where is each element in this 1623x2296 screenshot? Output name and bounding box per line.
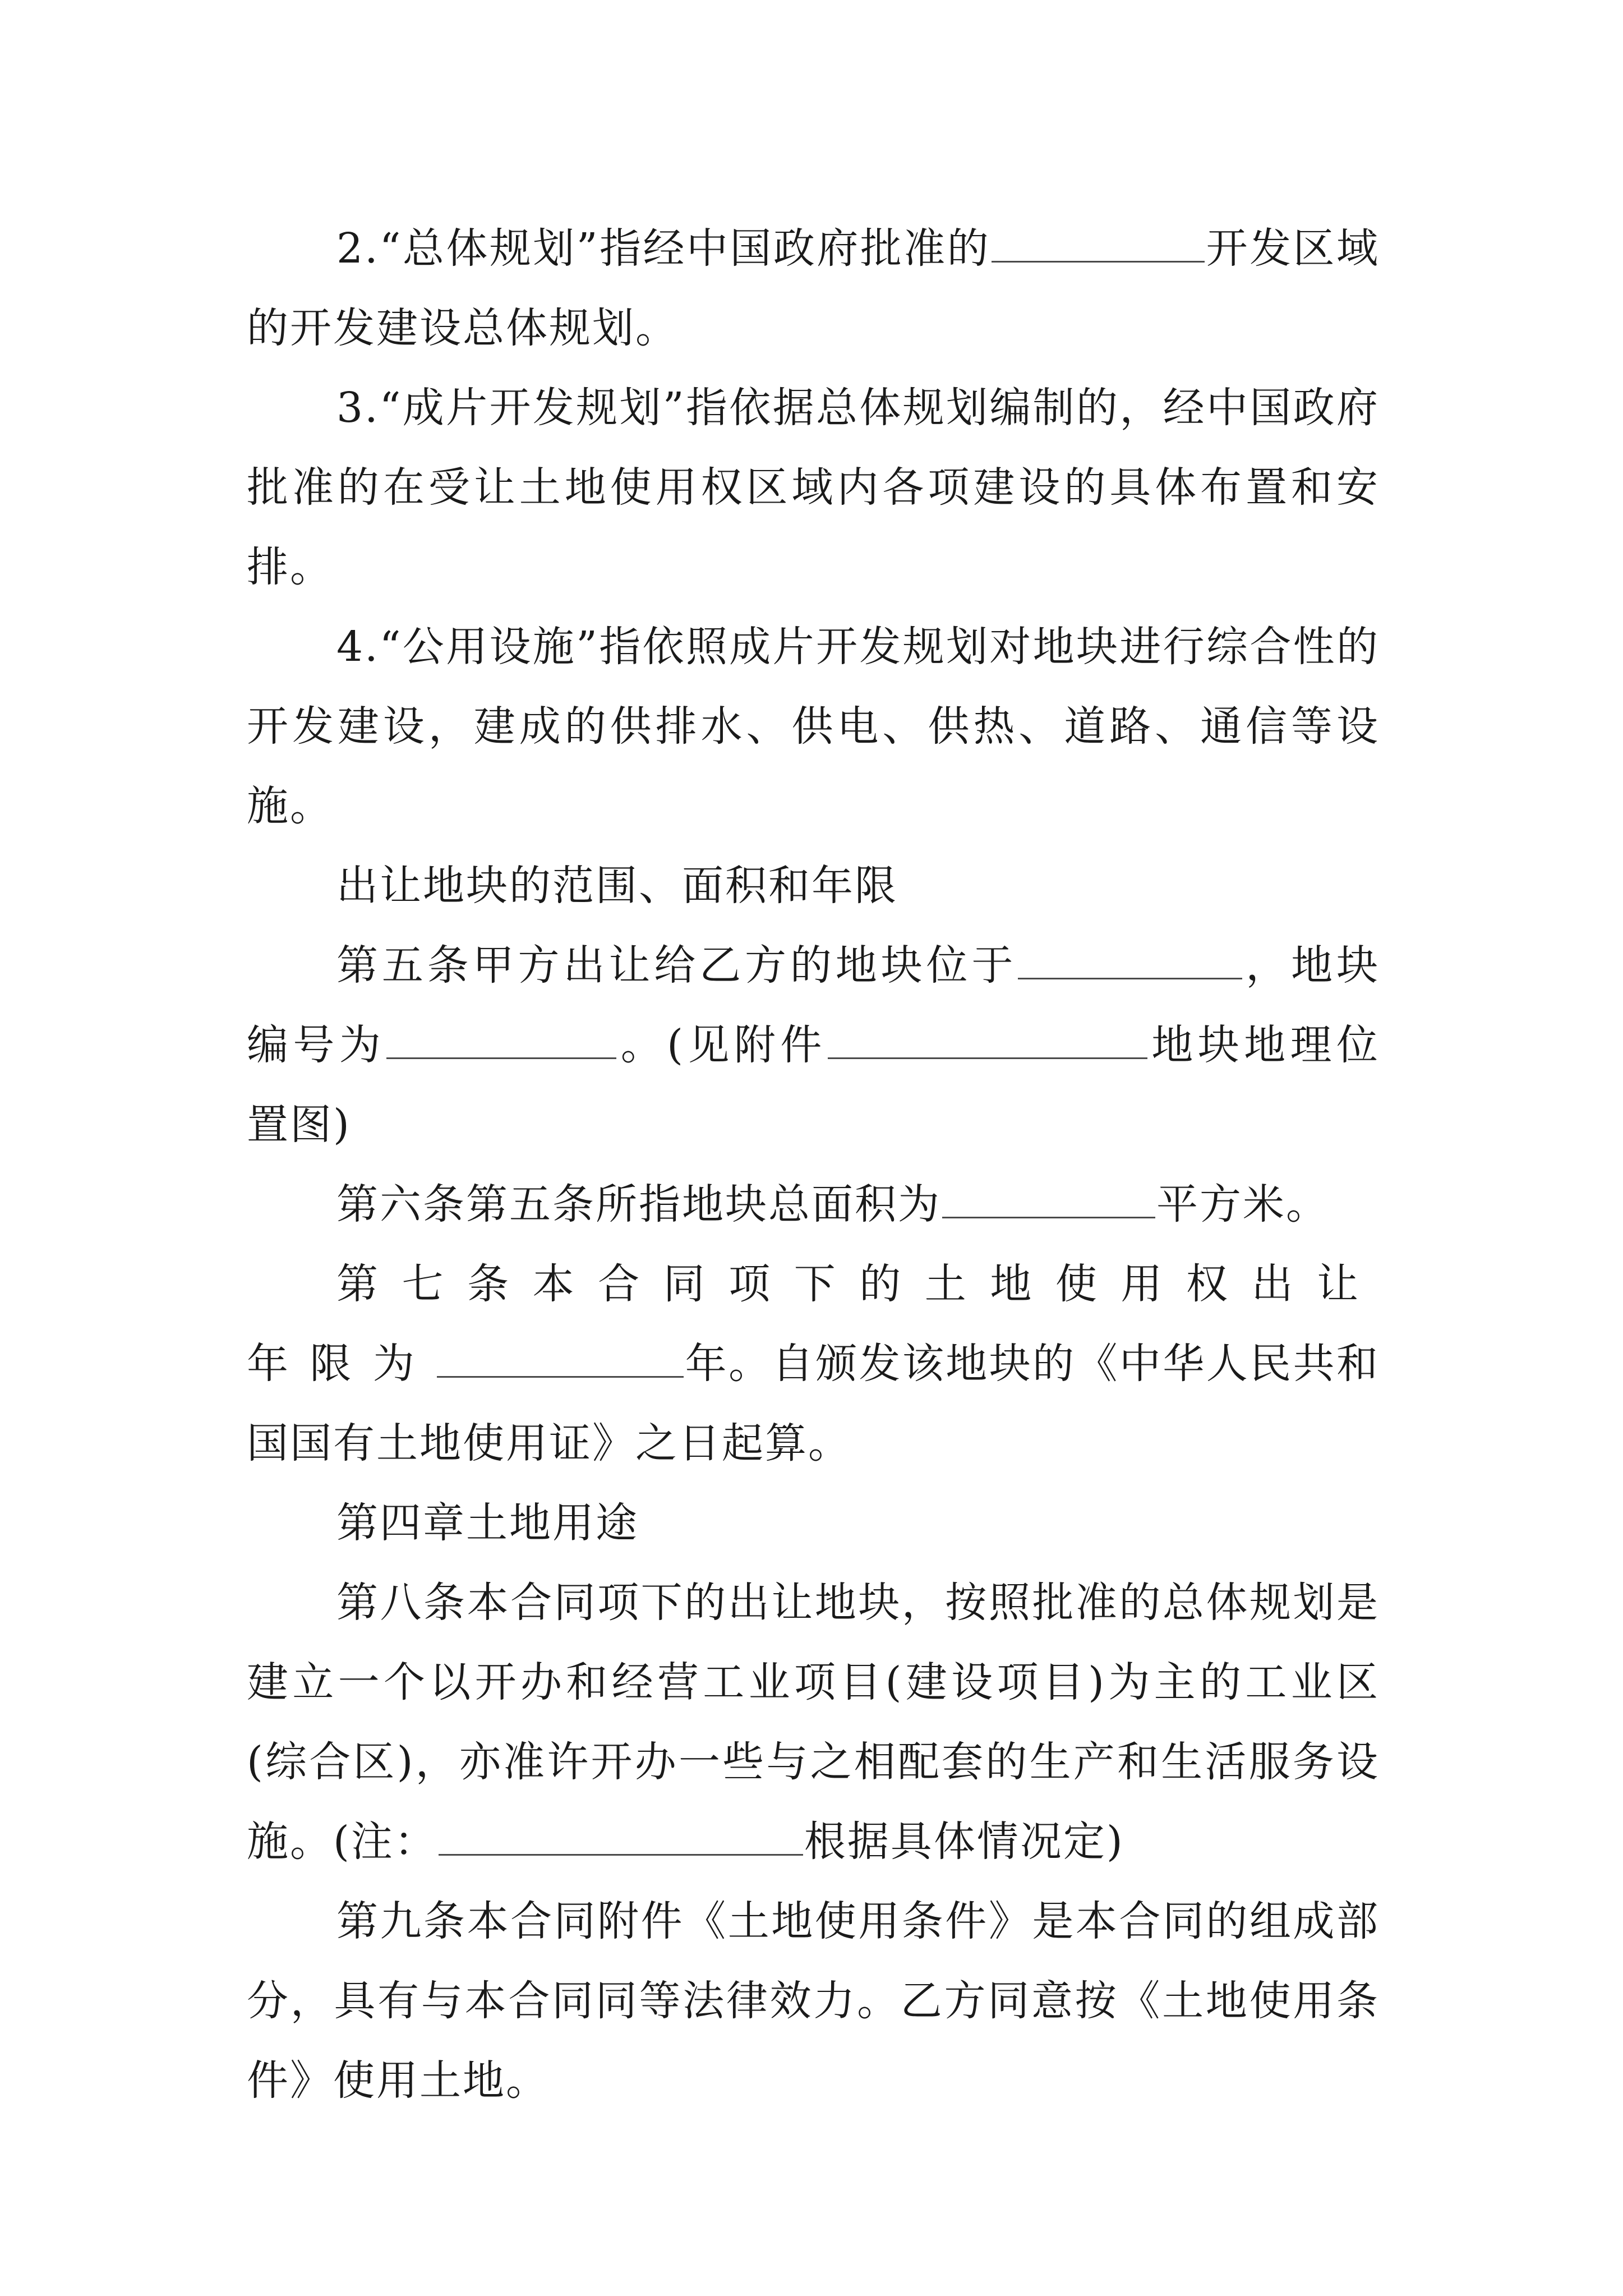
fill-blank-term-years	[437, 1340, 684, 1378]
article-8-text-1: 第八条本合同项下的出让地块，按照批准的总体规划是建立一个以开办和经营工业项目(建设项目)为主的工业区(综合区)，亦准许开办一些与之相配套的生产和生活服务设施。(注：	[247, 1579, 1380, 1866]
fill-blank-note	[439, 1818, 803, 1856]
article-7	[247, 1244, 1380, 1483]
article-7-text-2: 年。自颁发该地块的《中华人民共和国国有土地使用证》之日起算。	[247, 1340, 1380, 1467]
article-5-text-2: ，地块编号为	[247, 941, 1380, 1069]
article-6-text-2: 平方米。	[1156, 1180, 1329, 1228]
article-8-text-2: 根据具体情况定)	[804, 1818, 1124, 1866]
article-8	[247, 1563, 1380, 1881]
article-6	[247, 1165, 1380, 1244]
fill-blank-plot-number	[386, 1022, 616, 1059]
paragraph-general-plan	[247, 209, 1380, 368]
fill-blank-plot-location	[1018, 942, 1242, 979]
section-heading-scope: 出让地块的范围、面积和年限	[336, 862, 898, 910]
general-plan-text-start: 2.“总体规划”指经中国政府批准的	[336, 224, 991, 273]
fill-blank-total-area	[942, 1181, 1155, 1218]
chapter-heading-land-use: 第四章土地用途	[336, 1499, 639, 1547]
article-7-text-1: 第七条本合同项下的土地使用权出让年限为	[247, 1260, 1380, 1388]
fill-blank-attachment	[828, 1022, 1147, 1059]
paragraph-public-facilities: 4.“公用设施”指依照成片开发规划对地块进行综合性的开发建设，建成的供排水、供电、供热、道路、通信等设施。	[247, 623, 1380, 830]
article-5	[247, 926, 1380, 1165]
general-plan-text-end: 开发区域的开发建设总体规划。	[247, 224, 1380, 352]
article-5-text-4: 地块地理位置图)	[247, 1021, 1380, 1149]
article-5-text-3: 。(见附件	[617, 1021, 827, 1069]
article-5-text-1: 第五条甲方出让给乙方的地块位于	[336, 941, 1017, 990]
paragraph-area-development-plan: 3.“成片开发规划”指依据总体规划编制的，经中国政府批准的在受让土地使用权区域内各项建设的具体布置和安排。	[247, 384, 1380, 591]
document-body	[247, 209, 1380, 2120]
article-9: 第九条本合同附件《土地使用条件》是本合同的组成部分，具有与本合同同等法律效力。乙方同意按《土地使用条件》使用土地。	[247, 1897, 1380, 2105]
article-6-text-1: 第六条第五条所指地块总面积为	[336, 1180, 941, 1228]
fill-blank-development-zone	[992, 225, 1205, 263]
